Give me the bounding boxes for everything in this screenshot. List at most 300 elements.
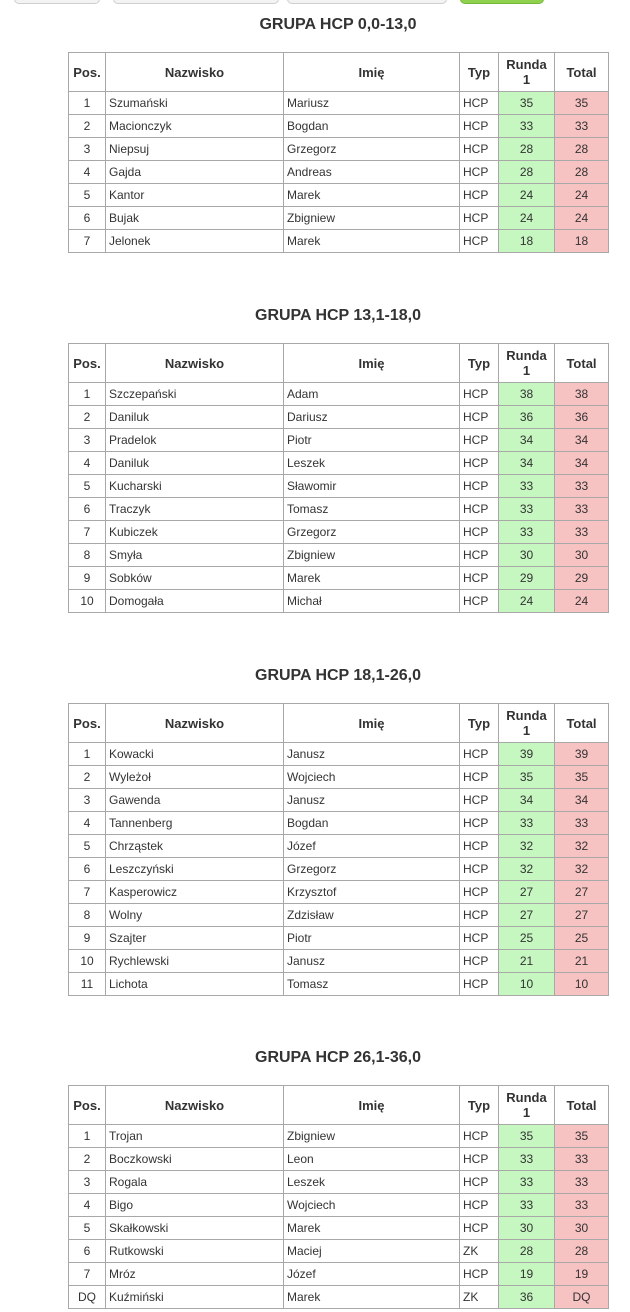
cell-typ: HCP bbox=[460, 973, 499, 996]
cell-typ: HCP bbox=[460, 498, 499, 521]
header-pos: Pos. bbox=[69, 344, 106, 383]
cell-runda-1: 18 bbox=[499, 230, 555, 253]
cell-typ: HCP bbox=[460, 1217, 499, 1240]
cell-typ: HCP bbox=[460, 1148, 499, 1171]
cell-typ: HCP bbox=[460, 1263, 499, 1286]
header-imie: Imię bbox=[284, 344, 460, 383]
cell-total: 30 bbox=[555, 1217, 609, 1240]
cell-runda-1: 33 bbox=[499, 1148, 555, 1171]
cell-pos: 6 bbox=[69, 1240, 106, 1263]
cell-pos: 6 bbox=[69, 207, 106, 230]
header-pos: Pos. bbox=[69, 704, 106, 743]
cell-imie: Marek bbox=[284, 230, 460, 253]
results-table bbox=[68, 1085, 609, 1309]
cell-total: DQ bbox=[555, 1286, 609, 1309]
cell-nazwisko: Kasperowicz bbox=[106, 881, 284, 904]
table-row bbox=[69, 115, 609, 138]
cell-nazwisko: Kowacki bbox=[106, 743, 284, 766]
cell-total: 34 bbox=[555, 452, 609, 475]
table-row bbox=[69, 429, 609, 452]
cell-nazwisko: Szczepański bbox=[106, 383, 284, 406]
header-runda-number: 1 bbox=[522, 72, 531, 87]
cell-imie: Grzegorz bbox=[284, 521, 460, 544]
cell-typ: HCP bbox=[460, 230, 499, 253]
cell-imie: Dariusz bbox=[284, 406, 460, 429]
cell-nazwisko: Wolny bbox=[106, 904, 284, 927]
cell-nazwisko: Smyła bbox=[106, 544, 284, 567]
table-row bbox=[69, 521, 609, 544]
cell-imie: Janusz bbox=[284, 743, 460, 766]
table-row bbox=[69, 567, 609, 590]
cell-nazwisko: Gawenda bbox=[106, 789, 284, 812]
cell-imie: Bogdan bbox=[284, 812, 460, 835]
table-row bbox=[69, 1286, 609, 1309]
cell-pos: 5 bbox=[69, 1217, 106, 1240]
results-table bbox=[68, 52, 609, 253]
cell-pos: DQ bbox=[69, 1286, 106, 1309]
table-row bbox=[69, 1240, 609, 1263]
results-table bbox=[68, 343, 609, 613]
cell-imie: Krzysztof bbox=[284, 881, 460, 904]
cell-total: 33 bbox=[555, 521, 609, 544]
cell-nazwisko: Gajda bbox=[106, 161, 284, 184]
cell-runda-1: 28 bbox=[499, 1240, 555, 1263]
header-imie: Imię bbox=[284, 53, 460, 92]
cell-runda-1: 27 bbox=[499, 904, 555, 927]
header-runda-number: 1 bbox=[522, 363, 531, 378]
cell-pos: 8 bbox=[69, 544, 106, 567]
cell-typ: HCP bbox=[460, 92, 499, 115]
cell-total: 21 bbox=[555, 950, 609, 973]
cell-runda-1: 29 bbox=[499, 567, 555, 590]
cell-total: 24 bbox=[555, 590, 609, 613]
top-tab[interactable] bbox=[14, 0, 100, 4]
cell-pos: 2 bbox=[69, 1148, 106, 1171]
cell-runda-1: 32 bbox=[499, 835, 555, 858]
cell-runda-1: 33 bbox=[499, 1171, 555, 1194]
cell-total: 24 bbox=[555, 207, 609, 230]
cell-imie: Zbigniew bbox=[284, 207, 460, 230]
header-typ: Typ bbox=[460, 53, 499, 92]
table-row bbox=[69, 743, 609, 766]
cell-typ: HCP bbox=[460, 475, 499, 498]
cell-nazwisko: Rychlewski bbox=[106, 950, 284, 973]
cell-total: 35 bbox=[555, 766, 609, 789]
cell-pos: 11 bbox=[69, 973, 106, 996]
cell-total: 33 bbox=[555, 498, 609, 521]
cell-pos: 3 bbox=[69, 1171, 106, 1194]
group-title: GRUPA HCP 13,1-18,0 bbox=[255, 307, 421, 324]
cell-runda-1: 30 bbox=[499, 544, 555, 567]
table-row bbox=[69, 383, 609, 406]
cell-typ: HCP bbox=[460, 927, 499, 950]
table-row bbox=[69, 812, 609, 835]
cell-total: 28 bbox=[555, 1240, 609, 1263]
table-row bbox=[69, 1148, 609, 1171]
cell-runda-1: 35 bbox=[499, 1125, 555, 1148]
cell-pos: 1 bbox=[69, 383, 106, 406]
table-row bbox=[69, 1171, 609, 1194]
cell-runda-1: 32 bbox=[499, 858, 555, 881]
cell-typ: HCP bbox=[460, 521, 499, 544]
cell-pos: 3 bbox=[69, 789, 106, 812]
group-title: GRUPA HCP 18,1-26,0 bbox=[255, 667, 421, 684]
cell-typ: HCP bbox=[460, 544, 499, 567]
cell-typ: HCP bbox=[460, 1171, 499, 1194]
table-row bbox=[69, 789, 609, 812]
table-header-row bbox=[69, 1086, 609, 1125]
cell-total: 29 bbox=[555, 567, 609, 590]
table-row bbox=[69, 544, 609, 567]
cell-typ: HCP bbox=[460, 835, 499, 858]
cell-total: 24 bbox=[555, 184, 609, 207]
header-runda-1 bbox=[499, 53, 555, 92]
table-header-row bbox=[69, 53, 609, 92]
top-tab-active[interactable] bbox=[460, 0, 544, 4]
cell-total: 28 bbox=[555, 138, 609, 161]
cell-runda-1: 36 bbox=[499, 406, 555, 429]
table-row bbox=[69, 858, 609, 881]
cell-nazwisko: Bigo bbox=[106, 1194, 284, 1217]
cell-nazwisko: Kuźmiński bbox=[106, 1286, 284, 1309]
header-runda-1 bbox=[499, 1086, 555, 1125]
cell-typ: HCP bbox=[460, 138, 499, 161]
cell-typ: HCP bbox=[460, 812, 499, 835]
cell-imie: Mariusz bbox=[284, 92, 460, 115]
cell-typ: HCP bbox=[460, 743, 499, 766]
cell-imie: Marek bbox=[284, 567, 460, 590]
cell-total: 35 bbox=[555, 92, 609, 115]
cell-nazwisko: Trojan bbox=[106, 1125, 284, 1148]
cell-nazwisko: Kantor bbox=[106, 184, 284, 207]
cell-imie: Marek bbox=[284, 184, 460, 207]
cell-nazwisko: Bujak bbox=[106, 207, 284, 230]
cell-total: 33 bbox=[555, 115, 609, 138]
cell-nazwisko: Szajter bbox=[106, 927, 284, 950]
cell-typ: HCP bbox=[460, 406, 499, 429]
cell-pos: 5 bbox=[69, 184, 106, 207]
cell-nazwisko: Tannenberg bbox=[106, 812, 284, 835]
cell-pos: 4 bbox=[69, 812, 106, 835]
cell-total: 33 bbox=[555, 1171, 609, 1194]
header-typ: Typ bbox=[460, 704, 499, 743]
table-row bbox=[69, 184, 609, 207]
cell-imie: Leszek bbox=[284, 1171, 460, 1194]
table-header-row bbox=[69, 344, 609, 383]
table-row bbox=[69, 881, 609, 904]
cell-runda-1: 33 bbox=[499, 498, 555, 521]
cell-imie: Adam bbox=[284, 383, 460, 406]
cell-runda-1: 35 bbox=[499, 766, 555, 789]
cell-imie: Sławomir bbox=[284, 475, 460, 498]
cell-runda-1: 33 bbox=[499, 521, 555, 544]
group-title: GRUPA HCP 26,1-36,0 bbox=[255, 1049, 421, 1066]
table-header-row bbox=[69, 704, 609, 743]
cell-runda-1: 33 bbox=[499, 115, 555, 138]
cell-imie: Józef bbox=[284, 835, 460, 858]
cell-imie: Piotr bbox=[284, 927, 460, 950]
cell-nazwisko: Traczyk bbox=[106, 498, 284, 521]
table-row bbox=[69, 207, 609, 230]
cell-nazwisko: Boczkowski bbox=[106, 1148, 284, 1171]
cell-imie: Zbigniew bbox=[284, 544, 460, 567]
top-tab-bar bbox=[0, 0, 630, 4]
cell-pos: 9 bbox=[69, 567, 106, 590]
cell-pos: 4 bbox=[69, 161, 106, 184]
cell-imie: Zbigniew bbox=[284, 1125, 460, 1148]
cell-nazwisko: Leszczyński bbox=[106, 858, 284, 881]
header-typ: Typ bbox=[460, 1086, 499, 1125]
cell-total: 38 bbox=[555, 383, 609, 406]
cell-typ: HCP bbox=[460, 429, 499, 452]
cell-nazwisko: Niepsuj bbox=[106, 138, 284, 161]
cell-typ: ZK bbox=[460, 1240, 499, 1263]
cell-typ: HCP bbox=[460, 858, 499, 881]
cell-pos: 4 bbox=[69, 452, 106, 475]
header-runda-number: 1 bbox=[522, 1105, 531, 1120]
table-row bbox=[69, 1217, 609, 1240]
cell-pos: 7 bbox=[69, 881, 106, 904]
cell-runda-1: 35 bbox=[499, 92, 555, 115]
cell-total: 19 bbox=[555, 1263, 609, 1286]
cell-pos: 2 bbox=[69, 115, 106, 138]
cell-total: 27 bbox=[555, 904, 609, 927]
cell-nazwisko: Rogala bbox=[106, 1171, 284, 1194]
cell-total: 32 bbox=[555, 858, 609, 881]
table-row bbox=[69, 590, 609, 613]
table-row bbox=[69, 766, 609, 789]
cell-runda-1: 19 bbox=[499, 1263, 555, 1286]
cell-imie: Janusz bbox=[284, 789, 460, 812]
cell-total: 33 bbox=[555, 475, 609, 498]
cell-typ: HCP bbox=[460, 789, 499, 812]
cell-total: 34 bbox=[555, 789, 609, 812]
cell-imie: Marek bbox=[284, 1217, 460, 1240]
cell-imie: Bogdan bbox=[284, 115, 460, 138]
cell-typ: HCP bbox=[460, 567, 499, 590]
results-group bbox=[68, 665, 608, 996]
cell-nazwisko: Macionczyk bbox=[106, 115, 284, 138]
results-table bbox=[68, 703, 609, 996]
cell-nazwisko: Rutkowski bbox=[106, 1240, 284, 1263]
cell-runda-1: 38 bbox=[499, 383, 555, 406]
results-group bbox=[68, 1047, 608, 1309]
cell-nazwisko: Wyleżoł bbox=[106, 766, 284, 789]
cell-runda-1: 30 bbox=[499, 1217, 555, 1240]
cell-runda-1: 34 bbox=[499, 789, 555, 812]
cell-imie: Tomasz bbox=[284, 973, 460, 996]
cell-runda-1: 33 bbox=[499, 475, 555, 498]
cell-imie: Piotr bbox=[284, 429, 460, 452]
cell-total: 27 bbox=[555, 881, 609, 904]
cell-pos: 1 bbox=[69, 92, 106, 115]
cell-pos: 2 bbox=[69, 766, 106, 789]
cell-nazwisko: Chrząstek bbox=[106, 835, 284, 858]
header-runda-label: Runda bbox=[506, 1090, 547, 1105]
cell-runda-1: 33 bbox=[499, 1194, 555, 1217]
cell-imie: Janusz bbox=[284, 950, 460, 973]
cell-typ: HCP bbox=[460, 1194, 499, 1217]
cell-nazwisko: Lichota bbox=[106, 973, 284, 996]
cell-nazwisko: Mróz bbox=[106, 1263, 284, 1286]
table-row bbox=[69, 498, 609, 521]
cell-imie: Józef bbox=[284, 1263, 460, 1286]
cell-runda-1: 24 bbox=[499, 590, 555, 613]
table-row bbox=[69, 973, 609, 996]
cell-nazwisko: Domogała bbox=[106, 590, 284, 613]
cell-imie: Leon bbox=[284, 1148, 460, 1171]
table-row bbox=[69, 406, 609, 429]
cell-imie: Grzegorz bbox=[284, 858, 460, 881]
cell-imie: Wojciech bbox=[284, 1194, 460, 1217]
cell-typ: ZK bbox=[460, 1286, 499, 1309]
cell-total: 39 bbox=[555, 743, 609, 766]
cell-typ: HCP bbox=[460, 207, 499, 230]
cell-pos: 3 bbox=[69, 429, 106, 452]
cell-pos: 6 bbox=[69, 858, 106, 881]
cell-total: 33 bbox=[555, 1148, 609, 1171]
cell-pos: 7 bbox=[69, 1263, 106, 1286]
cell-pos: 1 bbox=[69, 743, 106, 766]
cell-imie: Maciej bbox=[284, 1240, 460, 1263]
cell-typ: HCP bbox=[460, 881, 499, 904]
cell-typ: HCP bbox=[460, 383, 499, 406]
header-runda-label: Runda bbox=[506, 708, 547, 723]
cell-total: 30 bbox=[555, 544, 609, 567]
cell-pos: 3 bbox=[69, 138, 106, 161]
results-group bbox=[68, 305, 608, 613]
header-total: Total bbox=[555, 1086, 609, 1125]
cell-nazwisko: Pradelok bbox=[106, 429, 284, 452]
header-nazwisko: Nazwisko bbox=[106, 704, 284, 743]
cell-nazwisko: Kubiczek bbox=[106, 521, 284, 544]
header-total: Total bbox=[555, 53, 609, 92]
header-nazwisko: Nazwisko bbox=[106, 344, 284, 383]
cell-runda-1: 24 bbox=[499, 207, 555, 230]
cell-imie: Michał bbox=[284, 590, 460, 613]
cell-total: 28 bbox=[555, 161, 609, 184]
cell-typ: HCP bbox=[460, 115, 499, 138]
cell-total: 25 bbox=[555, 927, 609, 950]
table-row bbox=[69, 1263, 609, 1286]
cell-runda-1: 27 bbox=[499, 881, 555, 904]
cell-pos: 1 bbox=[69, 1125, 106, 1148]
cell-imie: Grzegorz bbox=[284, 138, 460, 161]
cell-total: 33 bbox=[555, 812, 609, 835]
cell-pos: 5 bbox=[69, 835, 106, 858]
cell-nazwisko: Kucharski bbox=[106, 475, 284, 498]
cell-pos: 9 bbox=[69, 927, 106, 950]
table-row bbox=[69, 1125, 609, 1148]
table-row bbox=[69, 138, 609, 161]
header-runda-label: Runda bbox=[506, 57, 547, 72]
cell-nazwisko: Daniluk bbox=[106, 452, 284, 475]
cell-pos: 2 bbox=[69, 406, 106, 429]
cell-total: 35 bbox=[555, 1125, 609, 1148]
table-row bbox=[69, 927, 609, 950]
cell-runda-1: 24 bbox=[499, 184, 555, 207]
table-row bbox=[69, 1194, 609, 1217]
cell-runda-1: 34 bbox=[499, 429, 555, 452]
top-tab[interactable] bbox=[113, 0, 279, 4]
cell-typ: HCP bbox=[460, 184, 499, 207]
header-runda-number: 1 bbox=[522, 723, 531, 738]
table-row bbox=[69, 904, 609, 927]
header-total: Total bbox=[555, 704, 609, 743]
header-runda-1 bbox=[499, 704, 555, 743]
cell-runda-1: 25 bbox=[499, 927, 555, 950]
cell-total: 10 bbox=[555, 973, 609, 996]
top-tab[interactable] bbox=[287, 0, 447, 4]
cell-runda-1: 33 bbox=[499, 812, 555, 835]
cell-pos: 8 bbox=[69, 904, 106, 927]
cell-pos: 7 bbox=[69, 521, 106, 544]
cell-total: 34 bbox=[555, 429, 609, 452]
header-typ: Typ bbox=[460, 344, 499, 383]
table-row bbox=[69, 230, 609, 253]
cell-imie: Andreas bbox=[284, 161, 460, 184]
cell-runda-1: 39 bbox=[499, 743, 555, 766]
header-pos: Pos. bbox=[69, 53, 106, 92]
header-imie: Imię bbox=[284, 704, 460, 743]
cell-runda-1: 10 bbox=[499, 973, 555, 996]
cell-total: 32 bbox=[555, 835, 609, 858]
cell-typ: HCP bbox=[460, 590, 499, 613]
table-row bbox=[69, 452, 609, 475]
cell-imie: Wojciech bbox=[284, 766, 460, 789]
cell-typ: HCP bbox=[460, 766, 499, 789]
cell-imie: Leszek bbox=[284, 452, 460, 475]
cell-typ: HCP bbox=[460, 161, 499, 184]
table-row bbox=[69, 161, 609, 184]
cell-pos: 10 bbox=[69, 590, 106, 613]
header-runda-1 bbox=[499, 344, 555, 383]
table-row bbox=[69, 835, 609, 858]
cell-pos: 10 bbox=[69, 950, 106, 973]
header-runda-label: Runda bbox=[506, 348, 547, 363]
cell-runda-1: 21 bbox=[499, 950, 555, 973]
cell-total: 33 bbox=[555, 1194, 609, 1217]
cell-imie: Marek bbox=[284, 1286, 460, 1309]
cell-pos: 5 bbox=[69, 475, 106, 498]
header-nazwisko: Nazwisko bbox=[106, 53, 284, 92]
cell-nazwisko: Sobków bbox=[106, 567, 284, 590]
cell-runda-1: 36 bbox=[499, 1286, 555, 1309]
cell-typ: HCP bbox=[460, 950, 499, 973]
cell-total: 36 bbox=[555, 406, 609, 429]
cell-nazwisko: Skałkowski bbox=[106, 1217, 284, 1240]
table-row bbox=[69, 92, 609, 115]
cell-typ: HCP bbox=[460, 452, 499, 475]
cell-runda-1: 34 bbox=[499, 452, 555, 475]
cell-pos: 7 bbox=[69, 230, 106, 253]
table-row bbox=[69, 950, 609, 973]
cell-total: 18 bbox=[555, 230, 609, 253]
cell-imie: Tomasz bbox=[284, 498, 460, 521]
cell-typ: HCP bbox=[460, 904, 499, 927]
cell-pos: 6 bbox=[69, 498, 106, 521]
header-nazwisko: Nazwisko bbox=[106, 1086, 284, 1125]
cell-nazwisko: Jelonek bbox=[106, 230, 284, 253]
results-group bbox=[68, 14, 608, 253]
header-pos: Pos. bbox=[69, 1086, 106, 1125]
cell-runda-1: 28 bbox=[499, 161, 555, 184]
table-row bbox=[69, 475, 609, 498]
cell-pos: 4 bbox=[69, 1194, 106, 1217]
cell-runda-1: 28 bbox=[499, 138, 555, 161]
cell-imie: Zdzisław bbox=[284, 904, 460, 927]
header-total: Total bbox=[555, 344, 609, 383]
